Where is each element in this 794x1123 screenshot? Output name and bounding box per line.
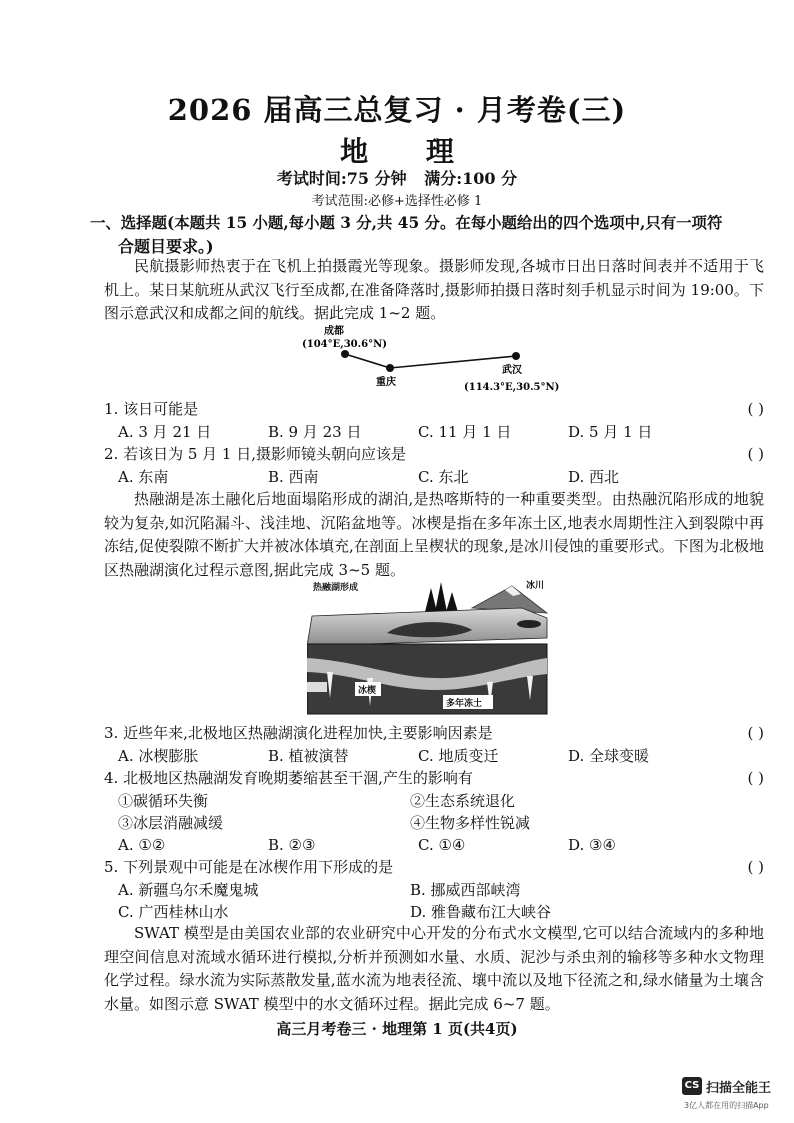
q1-option-c: C. 11 月 1 日 — [418, 423, 512, 441]
question-4 — [104, 767, 764, 789]
q1-stem: 1. 该日可能是 — [104, 400, 199, 418]
q5-option-a: A. 新疆乌尔禾魔鬼城 — [118, 881, 259, 899]
label-permafrost: 多年冻土 — [446, 699, 483, 709]
subject-title: 地 理 — [340, 135, 478, 168]
label-lake-formation: 热融湖形成 — [313, 583, 359, 593]
q5-stem: 5. 下列景观中可能是在冰楔作用下形成的是 — [104, 858, 394, 876]
q1-option-d: D. 5 月 1 日 — [568, 423, 653, 441]
q2-option-b: B. 西南 — [268, 468, 319, 486]
exam-scope: 考试范围:必修+选择性必修 1 — [311, 194, 483, 209]
route-line — [345, 354, 516, 368]
q2-option-c: C. 东北 — [418, 468, 469, 486]
section-heading-line1: 一、选择题(本题共 15 小题,每小题 3 分,共 45 分。在每小题给出的四个选项中,只有一项符 — [90, 214, 723, 232]
wuhan-point — [512, 352, 520, 360]
q4-option-a: A. ①② — [118, 836, 166, 854]
q3-options — [118, 745, 738, 767]
q3-option-b: B. 植被演替 — [268, 747, 349, 765]
chengdu-coord: (104°E,30.6°N) — [302, 339, 387, 350]
camscanner-tagline: 3亿人都在用的扫描App — [684, 1101, 769, 1110]
q4-items-row1 — [118, 790, 738, 812]
exam-time: 考试时间:75 分钟 — [276, 169, 407, 188]
q5-options-row2 — [118, 901, 738, 923]
q4-item-3: ③冰层消融减缓 — [118, 814, 224, 832]
q3-option-d: D. 全球变暖 — [568, 747, 650, 765]
passage-1: 民航摄影师热衷于在飞机上拍摄霞光等现象。摄影师发现,各城市日出日落时间表并不适用于飞机上。某日某航班从武汉飞行至成都,在准备降落时,摄影师拍摄日落时刻手机显示时间为 19:00。下图示意武汉和成都之间的航线。据此完成 1~2 题。 — [104, 257, 764, 322]
q3-option-a: A. 冰楔膨胀 — [118, 747, 199, 765]
chongqing-point — [386, 364, 394, 372]
question-3 — [104, 722, 764, 744]
q4-option-d: D. ③④ — [568, 836, 616, 854]
exam-meta — [0, 166, 794, 189]
camscanner-brand: 扫描全能王 — [706, 1081, 772, 1096]
camscanner-logo: CS — [682, 1077, 702, 1095]
q2-answer-paren: ( ) — [747, 445, 764, 463]
q4-option-b: B. ②③ — [268, 836, 316, 854]
q1-option-b: B. 9 月 23 日 — [268, 423, 362, 441]
q2-options — [118, 466, 738, 488]
question-5 — [104, 856, 764, 878]
q4-items-row2 — [118, 812, 738, 834]
label-glacier: 冰川 — [526, 581, 545, 591]
question-1 — [104, 398, 764, 420]
section-heading — [90, 211, 764, 259]
q4-item-4: ④生物多样性锐减 — [410, 814, 531, 832]
q5-option-c: C. 广西桂林山水 — [118, 903, 229, 921]
q3-option-c: C. 地质变迁 — [418, 747, 499, 765]
wuhan-label: 武汉 — [502, 365, 522, 376]
thermokarst-figure — [307, 578, 552, 718]
q2-stem: 2. 若该日为 5 月 1 日,摄影师镜头朝向应该是 — [104, 445, 407, 463]
q4-item-1: ①碳循环失衡 — [118, 792, 209, 810]
q5-answer-paren: ( ) — [747, 858, 764, 876]
passage-3: SWAT 模型是由美国农业部的农业研究中心开发的分布式水文模型,它可以结合流域内的多种地理空间信息对流域水循环进行模拟,分析并预测如水量、水质、泥沙与杀虫剂的输移等多种水文物理化学过程。绿水流为实际蒸散发量,蓝水流为地表径流、壤中流以及地下径流之和,绿水储量为土壤含水量。如图示意 SWAT 模型中的水文循环过程。据此完成 6~7 题。 — [104, 924, 764, 1013]
q5-option-b: B. 挪威西部峡湾 — [410, 881, 521, 899]
q4-stem: 4. 北极地区热融湖发育晚期萎缩甚至干涸,产生的影响有 — [104, 769, 473, 787]
q2-option-a: A. 东南 — [118, 468, 169, 486]
section-heading-line2: 合题目要求。) — [118, 237, 214, 256]
q4-item-2: ②生态系统退化 — [410, 792, 516, 810]
q5-option-d: D. 雅鲁藏布江大峡谷 — [410, 903, 552, 921]
passage-2: 热融湖是冻土融化后地面塌陷形成的湖泊,是热喀斯特的一种重要类型。由热融沉陷形成的地貌较为复杂,如沉陷漏斗、浅洼地、沉陷盆地等。冰楔是指在多年冻土区,地表水周期性注入到裂隙中再冻结,促使裂隙不断扩大并被冰体填充,在剖面上呈楔状的现象,是冰川侵蚀的重要形式。下图为北极地区热融湖演化过程示意图,据此完成 3~5 题。 — [104, 490, 764, 579]
q4-answer-paren: ( ) — [747, 769, 764, 787]
exam-title: 2026 届高三总复习 · 月考卷(三) — [167, 93, 627, 127]
chengdu-label: 成都 — [324, 326, 344, 337]
q1-option-a: A. 3 月 21 日 — [118, 423, 212, 441]
full-score: 满分:100 分 — [424, 169, 518, 188]
q3-stem: 3. 近些年来,北极地区热融湖演化进程加快,主要影响因素是 — [104, 724, 493, 742]
chongqing-label: 重庆 — [376, 377, 396, 388]
q1-options — [118, 421, 738, 443]
question-2 — [104, 443, 764, 465]
q3-answer-paren: ( ) — [747, 724, 764, 742]
chengdu-point — [341, 350, 349, 358]
wuhan-coord: (114.3°E,30.5°N) — [464, 382, 560, 393]
label-ice-wedge: 冰楔 — [358, 686, 377, 696]
q4-options — [118, 834, 738, 856]
route-figure — [290, 323, 580, 395]
q5-options-row1 — [118, 879, 738, 901]
page-footer: 高三月考卷三 · 地理第 1 页(共4页) — [276, 1020, 518, 1038]
q4-option-c: C. ①④ — [418, 836, 466, 854]
q1-answer-paren: ( ) — [747, 400, 764, 418]
q2-option-d: D. 西北 — [568, 468, 620, 486]
